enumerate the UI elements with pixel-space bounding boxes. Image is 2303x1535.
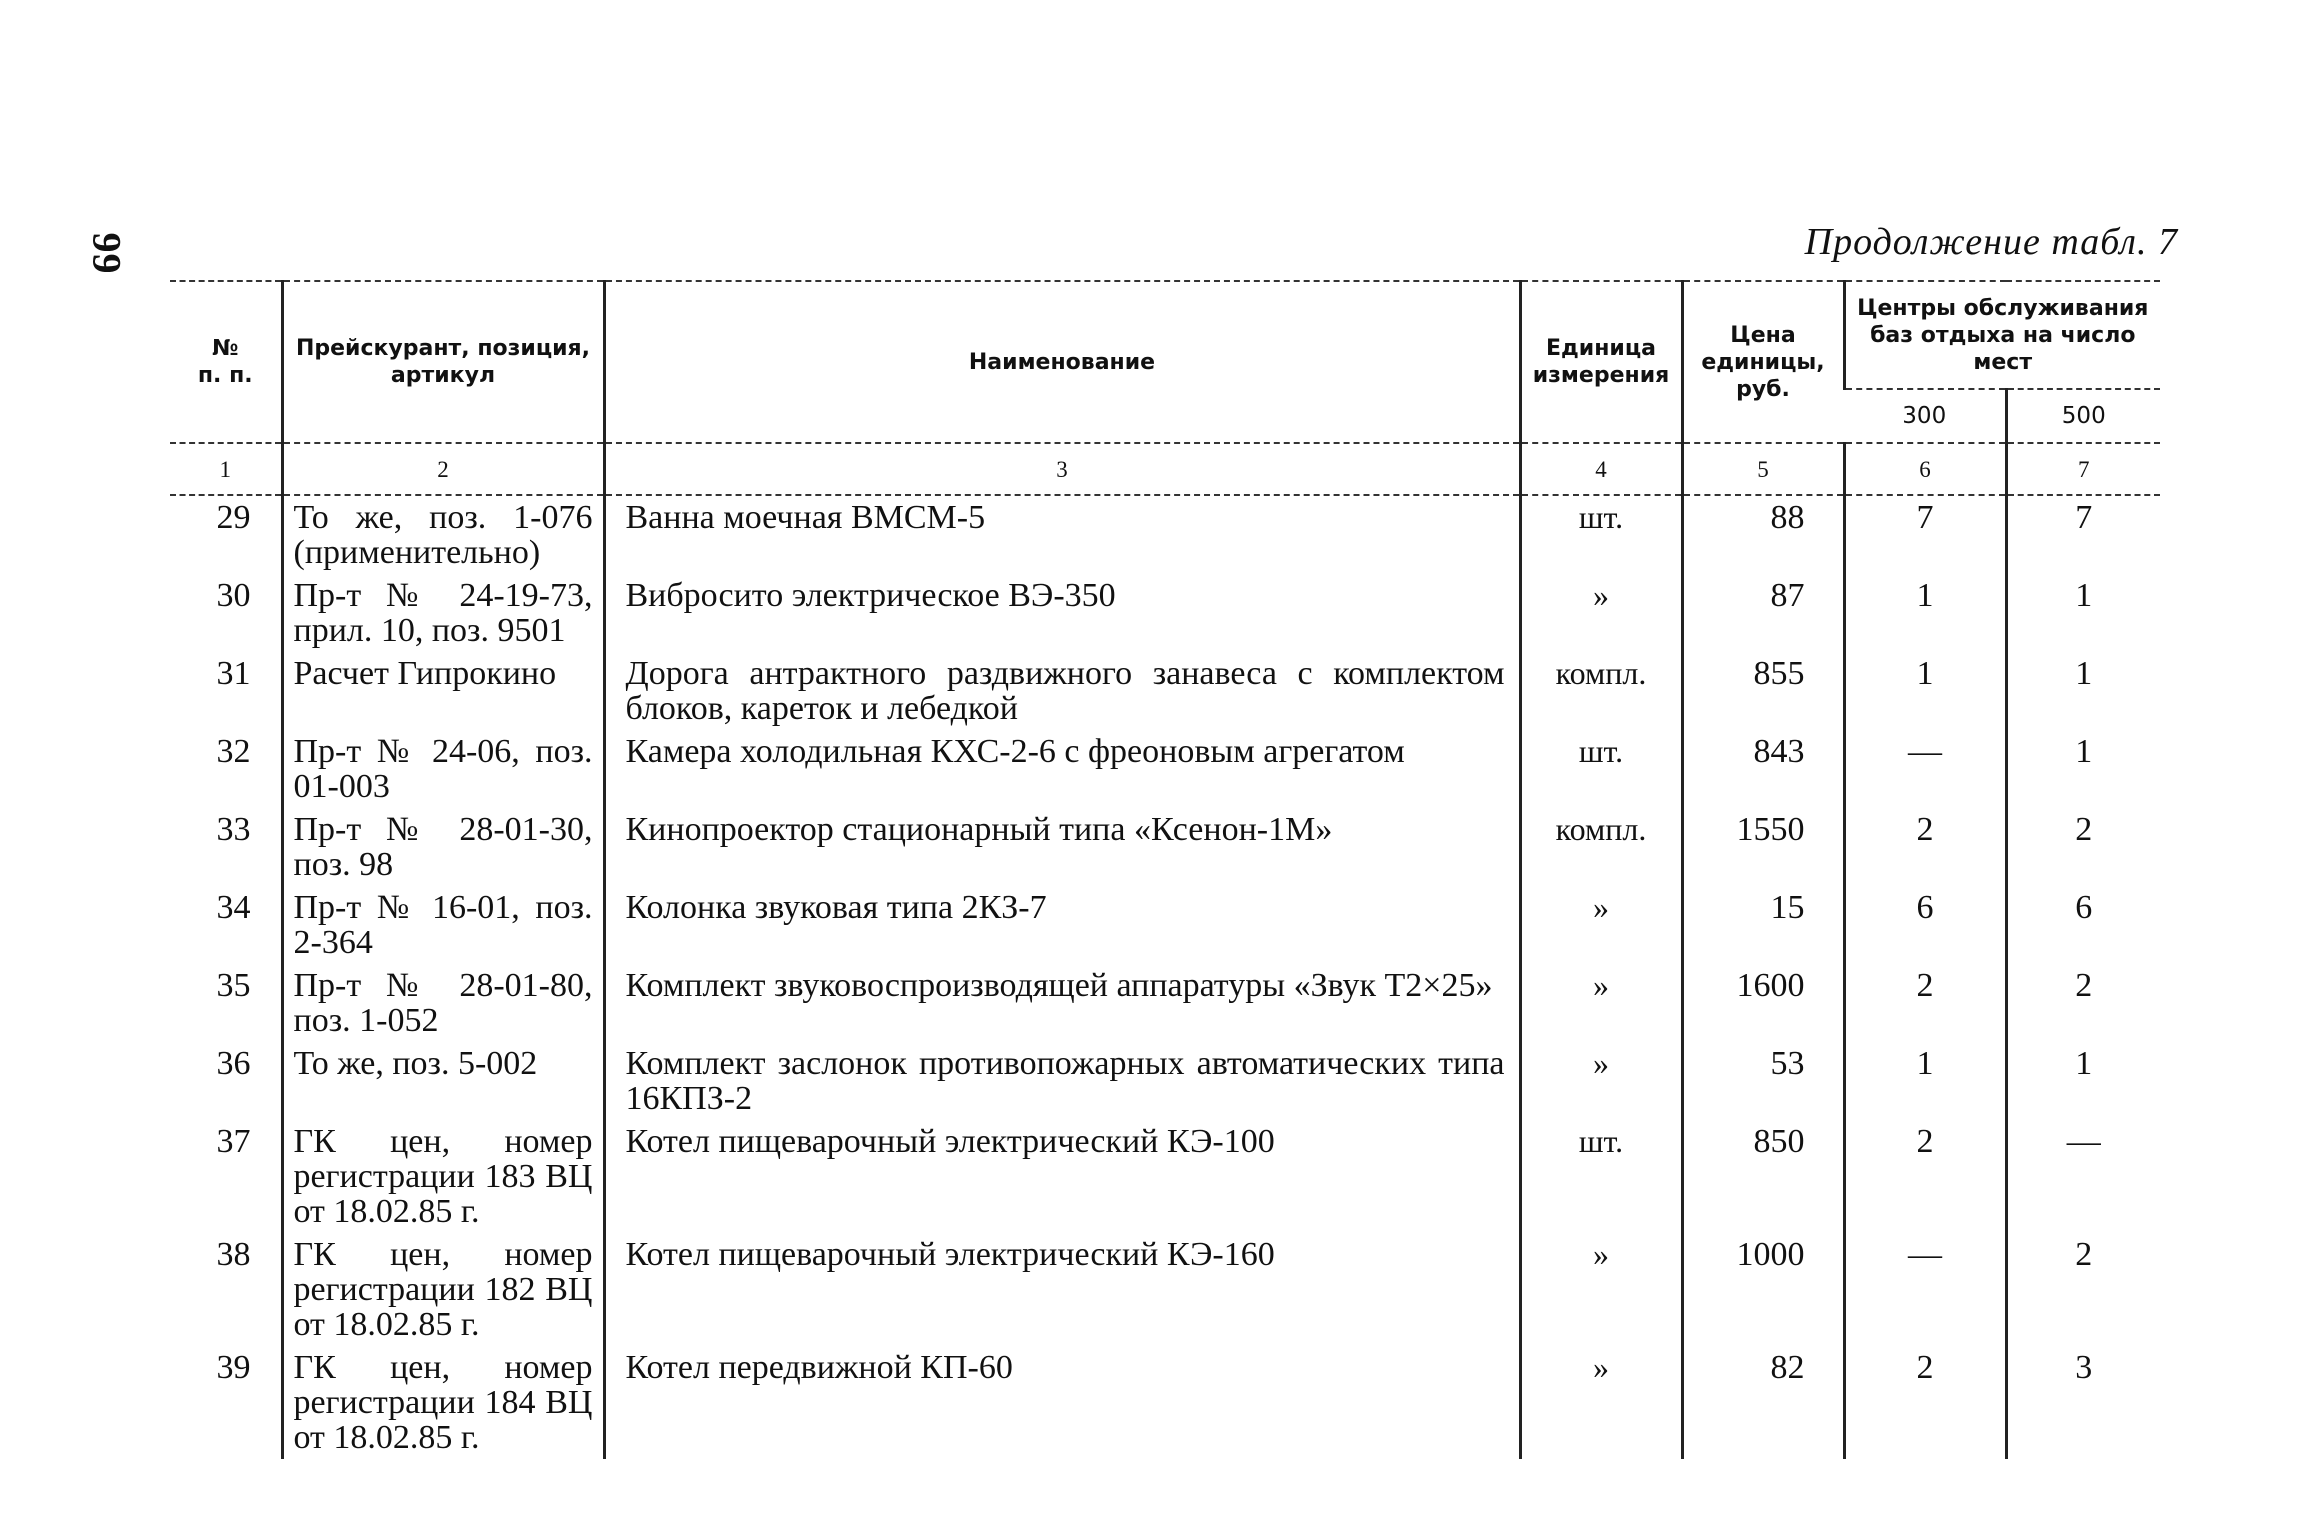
table-continuation-caption: Продолжение табл. 7 (1804, 221, 2178, 263)
table-row (170, 1233, 2160, 1346)
row-qty-300: 6 (1844, 886, 2006, 964)
col-number: 7 (2006, 443, 2160, 495)
row-item-name: Дорога антрактного раздвижного занавеса с комплектом блоков, кареток и лебедкой (604, 652, 1520, 730)
row-item-name: Котел пищеварочный электрический КЭ-160 (604, 1233, 1520, 1346)
row-item-name: Кинопроектор стационарный типа «Ксенон-1М» (604, 808, 1520, 886)
row-price-list-ref: Пр-т № 28-01-30, поз. 98 (282, 808, 604, 886)
row-price-list-ref: То же, поз. 5-002 (282, 1042, 604, 1120)
table-row (170, 730, 2160, 808)
table-row (170, 886, 2160, 964)
table-row (170, 1346, 2160, 1459)
col-number: 3 (604, 443, 1520, 495)
row-qty-300: — (1844, 730, 2006, 808)
row-unit: компл. (1520, 808, 1682, 886)
row-number: 32 (216, 733, 251, 770)
table-row (170, 1042, 2160, 1120)
row-qty-300: 1 (1844, 574, 2006, 652)
table-row (170, 495, 2160, 574)
row-item-name: Котел пищеварочный электрический КЭ-100 (604, 1120, 1520, 1233)
row-price: 15 (1682, 886, 1844, 964)
header-price-list: Прейскурант, позиция, артикул (282, 281, 604, 443)
row-qty-500: 7 (2006, 495, 2160, 574)
table-row (170, 652, 2160, 730)
header-num: № п. п. (170, 281, 282, 443)
table-row (170, 574, 2160, 652)
row-number: 39 (216, 1349, 251, 1386)
row-unit: » (1520, 574, 1682, 652)
header-name: Наименование (604, 281, 1520, 443)
col-number: 5 (1682, 443, 1844, 495)
row-item-name: Комплект заслонок противопожарных автоматических типа 16КПЗ-2 (604, 1042, 1520, 1120)
header-service-centers: Центры обслуживания баз отдыха на число мест (1844, 281, 2160, 389)
header-unit: Единица измерения (1520, 281, 1682, 443)
row-item-name: Колонка звуковая типа 2КЗ-7 (604, 886, 1520, 964)
col-number: 2 (282, 443, 604, 495)
row-qty-500: 2 (2006, 964, 2160, 1042)
row-price: 88 (1682, 495, 1844, 574)
row-price-list-ref: То же, поз. 1-076 (применительно) (282, 495, 604, 574)
col-number: 6 (1844, 443, 2006, 495)
row-unit: » (1520, 964, 1682, 1042)
row-qty-500: 1 (2006, 574, 2160, 652)
row-unit: компл. (1520, 652, 1682, 730)
row-price-list-ref: Расчет Гипрокино (282, 652, 604, 730)
row-price: 1600 (1682, 964, 1844, 1042)
row-qty-300: 2 (1844, 1346, 2006, 1459)
row-qty-300: — (1844, 1233, 2006, 1346)
table-row (170, 808, 2160, 886)
row-number: 33 (216, 811, 251, 848)
table-row (170, 964, 2160, 1042)
equipment-table (170, 280, 2160, 1459)
row-price-list-ref: Пр-т № 24-19-73, прил. 10, поз. 9501 (282, 574, 604, 652)
row-qty-500: 2 (2006, 808, 2160, 886)
table-body (170, 495, 2160, 1459)
row-qty-500: 6 (2006, 886, 2160, 964)
row-price: 855 (1682, 652, 1844, 730)
row-unit: » (1520, 1233, 1682, 1346)
row-price-list-ref: Пр-т № 28-01-80, поз. 1-052 (282, 964, 604, 1042)
row-qty-500: 1 (2006, 652, 2160, 730)
row-qty-500: 1 (2006, 730, 2160, 808)
row-price-list-ref: Пр-т № 16-01, поз. 2-364 (282, 886, 604, 964)
row-unit: шт. (1520, 730, 1682, 808)
row-qty-500: 1 (2006, 1042, 2160, 1120)
row-price: 1000 (1682, 1233, 1844, 1346)
row-price: 53 (1682, 1042, 1844, 1120)
table-row (170, 1120, 2160, 1233)
row-qty-300: 1 (1844, 1042, 2006, 1120)
row-item-name: Камера холодильная КХС-2-6 с фреоновым агрегатом (604, 730, 1520, 808)
row-price: 82 (1682, 1346, 1844, 1459)
col-number: 1 (170, 443, 282, 495)
row-price-list-ref: ГК цен, номер регистрации 183 ВЦ от 18.02.85 г. (282, 1120, 604, 1233)
row-qty-500: 3 (2006, 1346, 2160, 1459)
row-number: 35 (216, 967, 251, 1004)
row-item-name: Комплект звуковоспроизводящей аппаратуры «Звук Т2×25» (604, 964, 1520, 1042)
row-number: 38 (216, 1236, 251, 1273)
header-300: 300 (1844, 389, 2006, 443)
row-qty-300: 2 (1844, 964, 2006, 1042)
row-number: 34 (216, 889, 251, 926)
row-price-list-ref: Пр-т № 24-06, поз. 01-003 (282, 730, 604, 808)
row-unit: » (1520, 1346, 1682, 1459)
row-qty-300: 2 (1844, 1120, 2006, 1233)
row-qty-300: 7 (1844, 495, 2006, 574)
row-price: 843 (1682, 730, 1844, 808)
row-price-list-ref: ГК цен, номер регистрации 182 ВЦ от 18.02.85 г. (282, 1233, 604, 1346)
row-number: 37 (216, 1123, 251, 1160)
row-qty-300: 2 (1844, 808, 2006, 886)
page-number: 99 (84, 232, 130, 275)
row-item-name: Вибросито электрическое ВЭ-350 (604, 574, 1520, 652)
row-item-name: Котел передвижной КП-60 (604, 1346, 1520, 1459)
header-500: 500 (2006, 389, 2160, 443)
row-qty-500: 2 (2006, 1233, 2160, 1346)
row-number: 31 (216, 655, 251, 692)
row-price: 1550 (1682, 808, 1844, 886)
row-price-list-ref: ГК цен, номер регистрации 184 ВЦ от 18.02.85 г. (282, 1346, 604, 1459)
row-number: 36 (216, 1045, 251, 1082)
row-unit: шт. (1520, 495, 1682, 574)
header-price: Цена единицы, руб. (1682, 281, 1844, 443)
row-qty-500: — (2006, 1120, 2160, 1233)
row-number: 30 (216, 577, 251, 614)
row-unit: » (1520, 1042, 1682, 1120)
row-unit: » (1520, 886, 1682, 964)
row-price: 850 (1682, 1120, 1844, 1233)
row-number: 29 (216, 499, 251, 536)
col-number: 4 (1520, 443, 1682, 495)
row-price: 87 (1682, 574, 1844, 652)
row-item-name: Ванна моечная ВМСМ-5 (604, 495, 1520, 574)
table (170, 280, 2160, 1459)
row-qty-300: 1 (1844, 652, 2006, 730)
row-unit: шт. (1520, 1120, 1682, 1233)
